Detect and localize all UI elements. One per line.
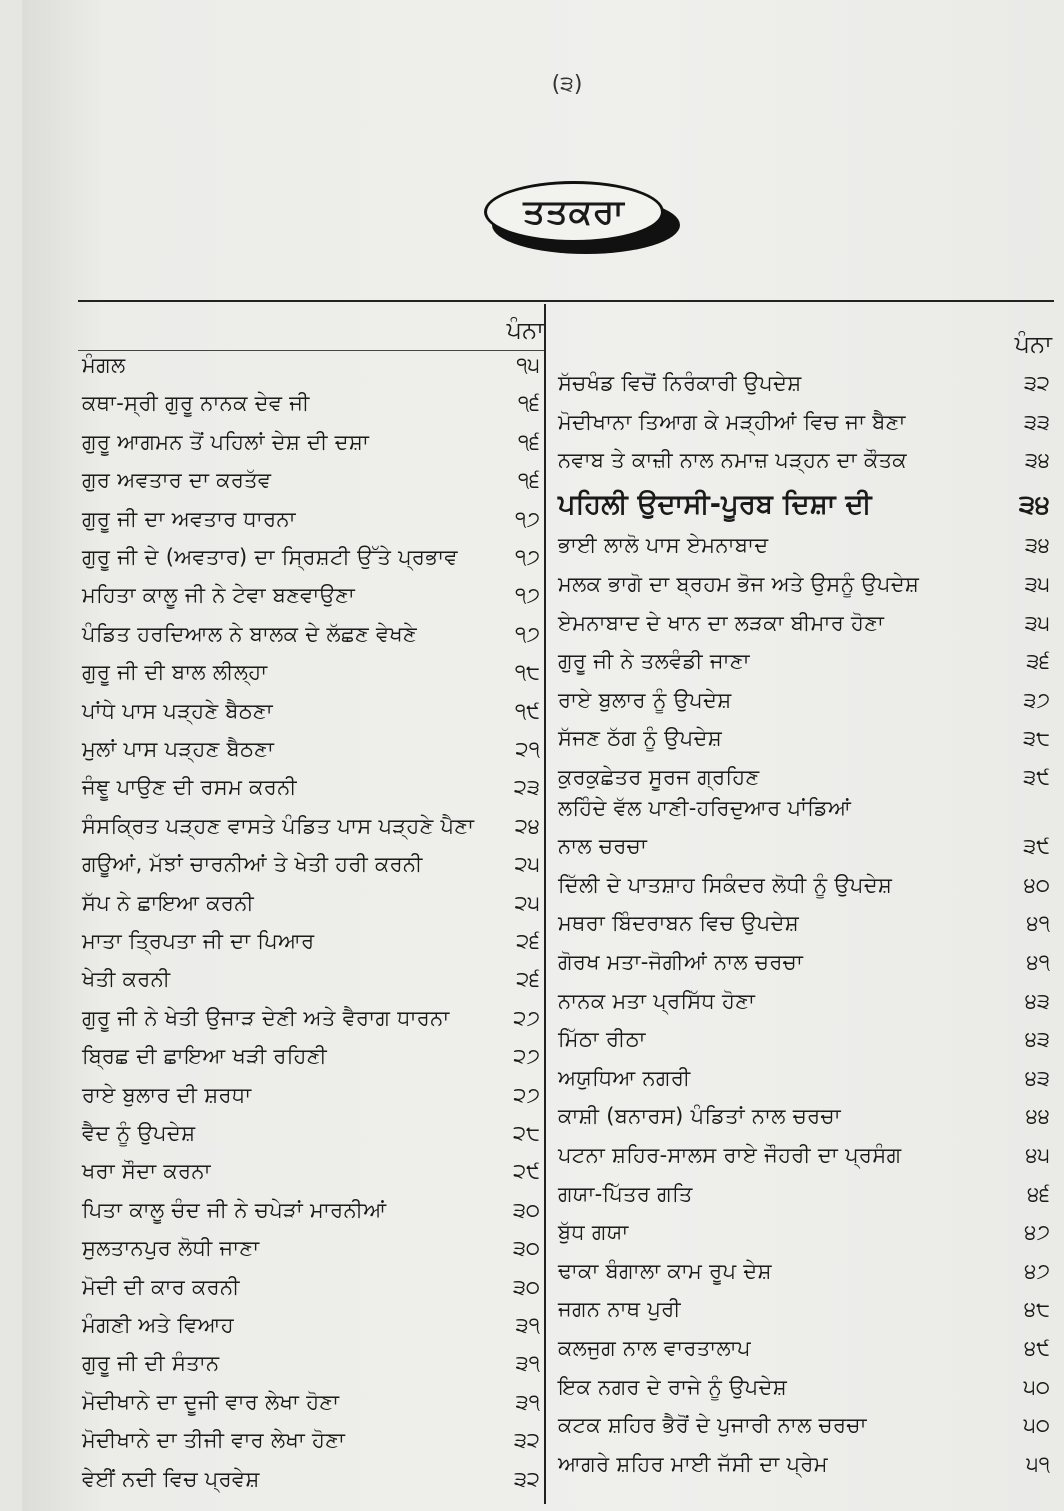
toc-entry xyxy=(558,488,1054,522)
toc-entry-page: ੧੮ xyxy=(514,660,540,685)
toc-entry-page: ੨੫ xyxy=(514,852,540,877)
toc-entry-page: ੪੩ xyxy=(1024,988,1050,1013)
toc-entry-title: ਗੁਰੂ ਜੀ ਦੀ ਸੰਤਾਨ xyxy=(82,1351,220,1376)
toc-entry xyxy=(558,906,1054,940)
toc-entry-page: ੩੨ xyxy=(1023,371,1050,395)
toc-entry xyxy=(82,732,544,766)
toc-entry xyxy=(82,655,544,689)
toc-entry xyxy=(558,366,1054,400)
toc-entry-page: ੨੭ xyxy=(513,1005,540,1030)
toc-entry xyxy=(558,1177,1054,1211)
toc-entry xyxy=(82,502,544,536)
toc-entry-page: ੩੩ xyxy=(1023,409,1050,434)
toc-entry-page: ੩੯ xyxy=(1023,765,1050,789)
toc-entry-title: ਮੋਦੀਖਾਨੇ ਦਾ ਦੂਜੀ ਵਾਰ ਲੇਖਾ ਹੋਣਾ xyxy=(82,1389,340,1414)
toc-entry-page: ੩੨ xyxy=(513,1428,540,1453)
toc-entry-title: ਮੋਦੀ ਦੀ ਕਾਰ ਕਰਨੀ xyxy=(82,1274,240,1299)
column-divider xyxy=(544,304,546,1504)
toc-entry-page: ੪੭ xyxy=(1024,1258,1050,1283)
toc-entry xyxy=(558,1408,1054,1442)
toc-entry-title: ਪਿਤਾ ਕਾਲੂ ਚੰਦ ਜੀ ਨੇ ਚਪੇੜਾਂ ਮਾਰਨੀਆਂ xyxy=(82,1197,387,1222)
toc-entry xyxy=(558,1447,1054,1481)
toc-entry xyxy=(558,1138,1054,1172)
toc-entry-title: ਗੁਰੂ ਜੀ ਦਾ ਅਵਤਾਰ ਧਾਰਨਾ xyxy=(82,506,296,531)
toc-entry-page: ੩੬ xyxy=(1026,649,1050,674)
toc-entry xyxy=(82,1308,544,1342)
toc-entry xyxy=(82,463,544,497)
toc-entry xyxy=(558,1061,1054,1095)
toc-entry-title: ਸੱਚਖੰਡ ਵਿਚੋਂ ਨਿਰੰਕਾਰੀ ਉਪਦੇਸ਼ xyxy=(558,371,802,395)
toc-entry-page: ੨੪ xyxy=(514,813,540,838)
toc-entry-title: ਗੋਰਖ ਮਤਾ-ਜੋਗੀਆਂ ਨਾਲ ਚਰਚਾ xyxy=(558,950,804,974)
toc-entry xyxy=(558,984,1054,1018)
toc-entry xyxy=(558,528,1054,562)
toc-entry-page: ੩੧ xyxy=(515,1389,540,1414)
toc-entry-page: ੪੯ xyxy=(1024,1336,1050,1360)
toc-entry-title: ਵੇਈਂ ਨਦੀ ਵਿਚ ਪ੍ਰਵੇਸ਼ xyxy=(82,1466,260,1491)
toc-entry-title: ਪੰਡਿਤ ਹਰਦਿਆਲ ਨੇ ਬਾਲਕ ਦੇ ਲੱਛਣ ਵੇਖਣੇ xyxy=(82,621,417,646)
toc-entry xyxy=(558,1292,1054,1326)
toc-entry-title: ਨਵਾਬ ਤੇ ਕਾਜ਼ੀ ਨਾਲ ਨਮਾਜ਼ ਪੜ੍ਹਨ ਦਾ ਕੌਤਕ xyxy=(558,448,907,473)
toc-entry xyxy=(558,644,1054,678)
toc-entry xyxy=(82,617,544,651)
toc-entry-title: ਢਾਕਾ ਬੰਗਾਲਾ ਕਾਮ ਰੂਪ ਦੇਸ਼ xyxy=(558,1258,772,1283)
toc-entry-page: ੧੭ xyxy=(515,506,540,531)
toc-entry-page: ੨੯ xyxy=(513,1159,540,1184)
toc-entry xyxy=(82,1270,544,1304)
toc-entry-page: ੨੫ xyxy=(514,890,540,915)
toc-entry xyxy=(558,945,1054,979)
toc-entry-title: ਏਮਨਾਬਾਦ ਦੇ ਖਾਨ ਦਾ ਲੜਕਾ ਬੀਮਾਰ ਹੋਣਾ xyxy=(558,610,885,635)
toc-entry xyxy=(558,760,1054,794)
toc-entry-page: ੨੭ xyxy=(513,1082,540,1107)
toc-entry xyxy=(82,694,544,728)
toc-entry-page: ੪੩ xyxy=(1024,1027,1050,1052)
toc-entry-title: ਪਹਿਲੀ ਉਦਾਸੀ-ਪੂਰਬ ਦਿਸ਼ਾ ਦੀ xyxy=(558,488,872,520)
toc-entry-page: ੪੫ xyxy=(1025,1143,1050,1167)
toc-entry xyxy=(558,1022,1054,1056)
toc-entry-page: ੪੩ xyxy=(1024,1065,1050,1090)
toc-entry-title: ਸੱਜਣ ਠੱਗ ਨੂੰ ਉਪਦੇਸ਼ xyxy=(558,726,722,751)
toc-entry-title: ਅਯੁਧਿਆ ਨਗਰੀ xyxy=(558,1065,691,1090)
toc-entry xyxy=(82,348,544,382)
toc-entry xyxy=(82,1116,544,1150)
toc-entry-title: ਜੰਞੂ ਪਾਉਣ ਦੀ ਰਸਮ ਕਰਨੀ xyxy=(82,775,297,800)
toc-entry-page: ੫੦ xyxy=(1023,1413,1050,1438)
toc-entry-page: ੩੦ xyxy=(512,1197,540,1222)
toc-entry-title: ਗੁਰੂ ਜੀ ਨੇ ਤਲਵੰਡੀ ਜਾਣਾ xyxy=(558,649,750,674)
toc-entry-page: ੧੫ xyxy=(516,353,540,377)
toc-entry xyxy=(558,791,1054,825)
toc-entry-title: ਜਗਨ ਨਾਥ ਪੁਰੀ xyxy=(558,1297,681,1322)
toc-entry-title: ਰਾਏ ਬੁਲਾਰ ਨੂੰ ਉਪਦੇਸ਼ xyxy=(558,687,732,712)
toc-entry-title: ਗਯਾ-ਪਿੱਤਰ ਗਤਿ xyxy=(558,1181,693,1206)
book-page xyxy=(22,0,1064,1511)
toc-entry xyxy=(82,425,544,459)
toc-entry xyxy=(82,1346,544,1380)
toc-entry xyxy=(558,1215,1054,1249)
toc-entry-page: ੨੧ xyxy=(515,737,540,761)
toc-entry-page: ੩੪ xyxy=(1024,533,1050,558)
toc-entry xyxy=(82,886,544,920)
toc-entry-page: ੧੬ xyxy=(517,429,540,454)
toc-entry-page: ੩੪ xyxy=(1024,448,1050,473)
toc-entry-title: ਗੁਰੂ ਆਗਮਨ ਤੋਂ ਪਹਿਲਾਂ ਦੇਸ਼ ਦੀ ਦਸ਼ਾ xyxy=(82,429,370,454)
toc-entry-title: ਬ੍ਰਿਛ ਦੀ ਛਾਇਆ ਖੜੀ ਰਹਿਣੀ xyxy=(82,1044,327,1069)
toc-entry-title: ਸੰਸਕ੍ਰਿਤ ਪੜ੍ਹਣ ਵਾਸਤੇ ਪੰਡਿਤ ਪਾਸ ਪੜ੍ਹਣੇ ਪੈਣਾ xyxy=(82,813,475,838)
toc-entry-title: ਨਾਲ ਚਰਚਾ xyxy=(558,834,648,859)
toc-entry-title: ਮਾਤਾ ਤ੍ਰਿਪਤਾ ਜੀ ਦਾ ਪਿਆਰ xyxy=(82,929,315,953)
toc-entry-title: ਪਾਂਧੇ ਪਾਸ ਪੜ੍ਹਣੇ ਬੈਠਣਾ xyxy=(82,698,273,723)
toc-entry-title: ਕਲਜੁਗ ਨਾਲ ਵਾਰਤਾਲਾਪ xyxy=(558,1336,751,1360)
toc-entry xyxy=(558,1331,1054,1365)
toc-entry-page: ੪੪ xyxy=(1025,1104,1050,1129)
toc-entry-page: ੪੧ xyxy=(1026,950,1050,974)
toc-entry-page: ੩੧ xyxy=(515,1313,540,1337)
toc-entry-page: ੪੭ xyxy=(1024,1220,1050,1245)
toc-entry-page: ੩੭ xyxy=(1023,687,1050,712)
toc-entry xyxy=(558,443,1054,477)
toc-entry-page: ੧੭ xyxy=(515,545,540,569)
toc-entry-title: ਮਹਿਤਾ ਕਾਲੂ ਜੀ ਨੇ ਟੇਵਾ ਬਣਵਾਉਣਾ xyxy=(82,583,356,608)
toc-entry-page: ੧੭ xyxy=(515,621,540,646)
toc-entry-page: ੫੦ xyxy=(1023,1374,1050,1399)
toc-entry-page: ੨੭ xyxy=(513,1044,540,1069)
toc-entry-page: ੧੬ xyxy=(517,468,540,493)
toc-entry xyxy=(558,405,1054,439)
toc-entry-title: ਲਹਿੰਦੇ ਵੱਲ ਪਾਣੀ-ਹਰਿਦੁਆਰ ਪਾਂਡਿਆਂ xyxy=(558,795,852,820)
toc-entry-title: ਮੰਗਲ xyxy=(82,353,126,377)
toc-entry-title: ਮੰਗਣੀ ਅਤੇ ਵਿਆਹ xyxy=(82,1313,234,1337)
toc-entry-page: ੩੦ xyxy=(512,1274,540,1299)
toc-entry-title: ਗੁਰੂ ਜੀ ਦੀ ਬਾਲ ਲੀਲ੍ਹਾ xyxy=(82,660,268,685)
toc-entry-title: ਸੱਪ ਨੇ ਛਾਇਆ ਕਰਨੀ xyxy=(82,890,254,915)
toc-entry-title: ਪਟਨਾ ਸ਼ਹਿਰ-ਸਾਲਸ ਰਾਏ ਜੌਹਰੀ ਦਾ ਪ੍ਰਸੰਗ xyxy=(558,1143,902,1167)
toc-entry-page: ੩੨ xyxy=(513,1466,540,1491)
toc-entry-page: ੧੯ xyxy=(514,698,540,723)
toc-entry-page: ੨੩ xyxy=(513,775,540,800)
toc-entry-title: ਮਥਰਾ ਬਿੰਦਰਾਬਨ ਵਿਚ ਉਪਦੇਸ਼ xyxy=(558,911,799,936)
toc-entry xyxy=(558,567,1054,601)
toc-entry xyxy=(82,540,544,574)
toc-entry-title: ਆਗਰੇ ਸ਼ਹਿਰ ਮਾਈ ਜੱਸੀ ਦਾ ਪ੍ਰੇਮ xyxy=(558,1451,828,1476)
toc-entry-page: ੪੬ xyxy=(1027,1181,1050,1206)
toc-entry-page: ੩੫ xyxy=(1024,610,1050,635)
toc-entry xyxy=(82,1154,544,1188)
toc-entry xyxy=(82,1193,544,1227)
toc-entry-title: ਮੁਲਾਂ ਪਾਸ ਪੜ੍ਹਣ ਬੈਠਣਾ xyxy=(82,737,275,761)
toc-entry xyxy=(82,578,544,612)
left-column-header: ਪੰਨਾ xyxy=(506,316,544,344)
toc-entry xyxy=(82,924,544,958)
toc-entry-title: ਵੈਦ ਨੂੰ ਉਪਦੇਸ਼ xyxy=(82,1121,196,1145)
toc-entry-title: ਸੁਲਤਾਨਪੁਰ ਲੋਧੀ ਜਾਣਾ xyxy=(82,1236,260,1261)
toc-entry-page: ੩੯ xyxy=(1023,834,1050,859)
top-rule xyxy=(78,300,1054,302)
toc-entry-title: ਭਾਈ ਲਾਲੋ ਪਾਸ ਏਮਨਾਬਾਦ xyxy=(558,533,769,558)
toc-entry xyxy=(82,809,544,843)
toc-entry-title: ਗਊਆਂ, ਮੱਝਾਂ ਚਾਰਨੀਆਂ ਤੇ ਖੇਤੀ ਹਰੀ ਕਰਨੀ xyxy=(82,852,423,877)
toc-entry-title: ਗੁਰੂ ਜੀ ਦੇ (ਅਵਤਾਰ) ਦਾ ਸ੍ਰਿਸ਼ਟੀ ਉੱਤੇ ਪ੍ਰਭਾਵ xyxy=(82,545,458,569)
toc-entry-page: ੪੧ xyxy=(1026,911,1050,936)
toc-entry-page: ੨੬ xyxy=(516,967,540,992)
toc-entry-title: ਮਲਕ ਭਾਗੋ ਦਾ ਬ੍ਰਹਮ ਭੋਜ ਅਤੇ ਉਸਨੂੰ ਉਪਦੇਸ਼ xyxy=(558,572,920,596)
right-column-header: ਪੰਨਾ xyxy=(1014,330,1052,358)
toc-entry xyxy=(82,1231,544,1265)
toc-entry xyxy=(82,770,544,804)
toc-entry-page: ੩੮ xyxy=(1023,726,1050,751)
toc-entry-title: ਕੁਰਕੁਛੇਤਰ ਸੂਰਜ ਗ੍ਰਹਿਣ xyxy=(558,765,760,789)
toc-entry xyxy=(558,1254,1054,1288)
toc-entry xyxy=(82,1039,544,1073)
toc-entry xyxy=(82,1385,544,1419)
toc-entry-title: ਖੇਤੀ ਕਰਨੀ xyxy=(82,967,171,992)
toc-entry-title: ਕਥਾ-ਸ੍ਰੀ ਗੁਰੂ ਨਾਨਕ ਦੇਵ ਜੀ xyxy=(82,391,310,416)
page-number: (੩) xyxy=(551,72,583,97)
page-title: ਤਤਕਰਾ xyxy=(484,181,664,243)
toc-entry xyxy=(558,829,1054,863)
toc-entry xyxy=(82,1462,544,1496)
toc-entry xyxy=(82,962,544,996)
toc-entry-page: ੩੪ xyxy=(1018,489,1050,520)
toc-entry-title: ਕਾਸ਼ੀ (ਬਨਾਰਸ) ਪੰਡਿਤਾਂ ਨਾਲ ਚਰਚਾ xyxy=(558,1104,841,1129)
toc-entry-page: ੨੬ xyxy=(516,929,540,953)
toc-entry-title: ਬੁੱਧ ਗਯਾ xyxy=(558,1220,629,1245)
toc-entry-page: ੪੮ xyxy=(1024,1297,1050,1322)
toc-entry-title: ਮੋਦੀਖਾਨਾ ਤਿਆਗ ਕੇ ਮੜ੍ਹੀਆਂ ਵਿਚ ਜਾ ਬੈਣਾ xyxy=(558,409,906,434)
toc-entry-page: ੧੭ xyxy=(515,583,540,608)
toc-entry-page: ੪੦ xyxy=(1023,872,1050,897)
toc-entry-page: ੫੧ xyxy=(1026,1451,1050,1476)
toc-entry-page: ੩੧ xyxy=(515,1351,540,1376)
toc-entry xyxy=(558,1099,1054,1133)
toc-entry xyxy=(558,683,1054,717)
toc-entry xyxy=(558,606,1054,640)
toc-entry-title: ਇਕ ਨਗਰ ਦੇ ਰਾਜੇ ਨੂੰ ਉਪਦੇਸ਼ xyxy=(558,1374,788,1399)
toc-entry-title: ਮਿੱਠਾ ਰੀਠਾ xyxy=(558,1027,646,1052)
toc-entry xyxy=(558,868,1054,902)
toc-entry-page: ੧੬ xyxy=(517,391,540,416)
toc-entry xyxy=(82,1423,544,1457)
toc-entry-title: ਗੁਰ ਅਵਤਾਰ ਦਾ ਕਰਤੱਵ xyxy=(82,468,272,493)
toc-entry xyxy=(82,386,544,420)
toc-entry-title: ਗੁਰੂ ਜੀ ਨੇ ਖੇਤੀ ਉਜਾੜ ਦੇਣੀ ਅਤੇ ਵੈਰਾਗ ਧਾਰਨਾ xyxy=(82,1005,450,1030)
toc-entry-title: ਦਿੱਲੀ ਦੇ ਪਾਤਸ਼ਾਹ ਸਿਕੰਦਰ ਲੋਧੀ ਨੂੰ ਉਪਦੇਸ਼ xyxy=(558,872,893,897)
toc-entry-title: ਖਰਾ ਸੌਦਾ ਕਰਨਾ xyxy=(82,1159,211,1184)
toc-entry-page: ੩੫ xyxy=(1024,572,1050,596)
toc-entry-title: ਨਾਨਕ ਮਤਾ ਪ੍ਰਸਿੱਧ ਹੋਣਾ xyxy=(558,988,756,1013)
toc-entry xyxy=(82,847,544,881)
toc-entry-page: ੩੦ xyxy=(512,1236,540,1261)
toc-entry-page: ੨੮ xyxy=(513,1121,540,1145)
toc-entry xyxy=(82,1001,544,1035)
toc-entry-title: ਕਟਕ ਸ਼ਹਿਰ ਭੈਰੋਂ ਦੇ ਪੁਜਾਰੀ ਨਾਲ ਚਰਚਾ xyxy=(558,1413,867,1438)
toc-entry-title: ਮੋਦੀਖਾਨੇ ਦਾ ਤੀਜੀ ਵਾਰ ਲੇਖਾ ਹੋਣਾ xyxy=(82,1428,346,1453)
toc-entry xyxy=(558,1370,1054,1404)
toc-entry-title: ਰਾਏ ਬੁਲਾਰ ਦੀ ਸ਼ਰਧਾ xyxy=(82,1082,252,1107)
toc-entry xyxy=(82,1078,544,1112)
toc-entry xyxy=(558,721,1054,755)
